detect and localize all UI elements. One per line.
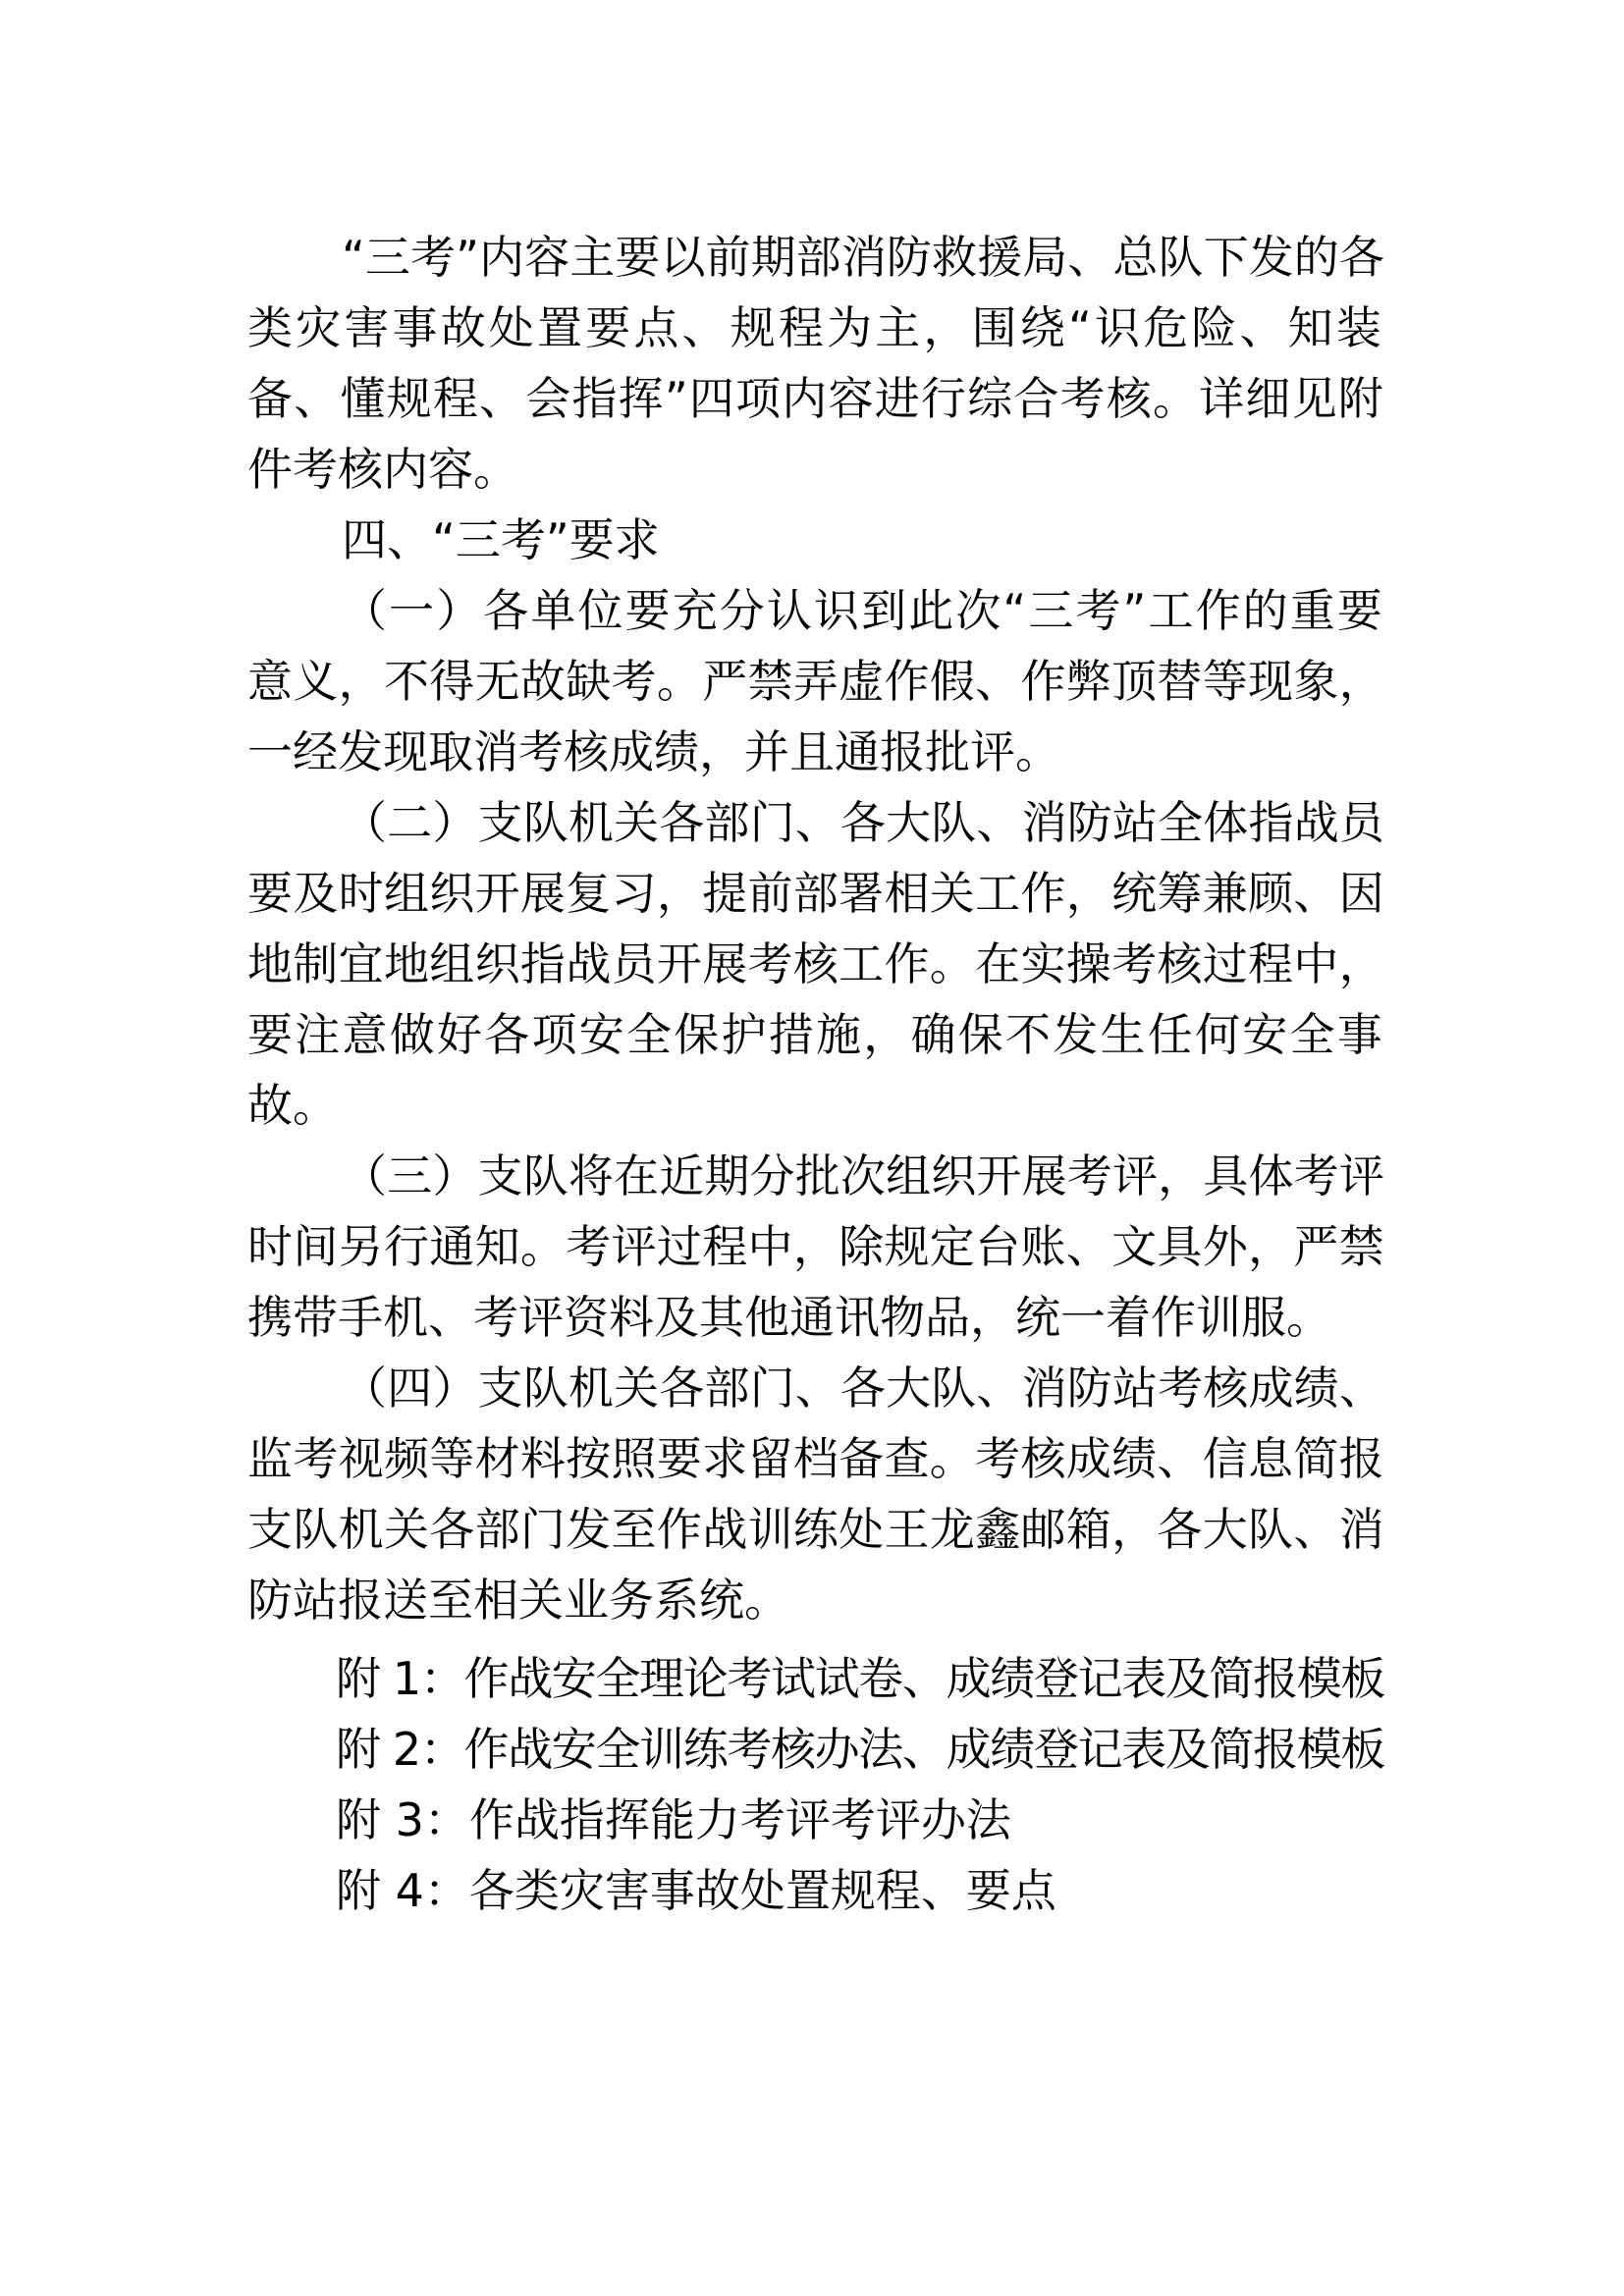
text-line [247, 1141, 1384, 1211]
text-line [247, 717, 1384, 787]
text-line [247, 575, 1384, 646]
attachment-item-text: 附 1：作战安全理论考试试卷、成绩登记表及简报模板 [336, 1652, 1384, 1705]
attachment-item-text: 附 3：作战指挥能力考评考评办法 [336, 1793, 1011, 1846]
text-line [247, 505, 1384, 575]
text-line [247, 1353, 1384, 1423]
text-line [247, 787, 1384, 858]
text-line-text: 类灾害事故处置要点、规程为主，围绕“识危险、知装 [247, 301, 1384, 354]
attachment-item [247, 1714, 1384, 1785]
text-line [247, 999, 1384, 1070]
text-line [247, 646, 1384, 717]
text-line-text: （一）各单位要充分认识到此次“三考”工作的重要 [342, 584, 1384, 637]
text-line-text: 备、懂规程、会指挥”四项内容进行综合考核。详细见附 [247, 372, 1384, 425]
text-line [247, 1494, 1384, 1565]
attachment-item [247, 1855, 1384, 1926]
attachment-item [247, 1785, 1384, 1855]
attachment-item-text: 附 2：作战安全训练考核办法、成绩登记表及简报模板 [336, 1723, 1384, 1776]
text-line [247, 1423, 1384, 1494]
text-line-text: 地制宜地组织指战员开展考核工作。在实操考核过程中， [247, 937, 1384, 990]
text-line-text: 故。 [247, 1079, 338, 1132]
text-line [247, 1211, 1384, 1282]
text-line-text: 携带手机、考评资料及其他通讯物品，统一着作训服。 [247, 1291, 1331, 1344]
text-line-text: 意义，不得无故缺考。严禁弄虚作假、作弊顶替等现象， [247, 655, 1384, 708]
text-line [247, 363, 1384, 434]
text-line-text: （三）支队将在近期分批次组织开展考评，具体考评 [342, 1149, 1384, 1202]
text-line-text: 要及时组织开展复习，提前部署相关工作，统筹兼顾、因 [247, 867, 1384, 920]
text-line [247, 1070, 1384, 1141]
spacer [247, 1635, 1384, 1643]
text-line-text: “三考”内容主要以前期部消防救援局、总队下发的各 [342, 231, 1384, 284]
text-line-text: 四、“三考”要求 [342, 513, 660, 566]
text-line-text: 件考核内容。 [247, 443, 518, 496]
text-line [247, 434, 1384, 505]
text-line-text: （二）支队机关各部门、各大队、消防站全体指战员 [342, 796, 1384, 849]
text-line [247, 1282, 1384, 1353]
text-line-text: 时间另行通知。考评过程中，除规定台账、文具外，严禁 [247, 1220, 1384, 1273]
text-line-text: 要注意做好各项安全保护措施，确保不发生任何安全事 [247, 1008, 1384, 1061]
attachment-item [247, 1643, 1384, 1714]
text-line [247, 222, 1384, 293]
text-line [247, 293, 1384, 363]
text-line [247, 858, 1384, 929]
text-line [247, 1565, 1384, 1635]
text-line [247, 929, 1384, 999]
text-line-text: 监考视频等材料按照要求留档备查。考核成绩、信息简报 [247, 1432, 1384, 1485]
attachment-item-text: 附 4：各类灾害事故处置规程、要点 [336, 1864, 1056, 1917]
document-page [247, 222, 1384, 1926]
text-line-text: 一经发现取消考核成绩，并且通报批评。 [247, 725, 1060, 778]
text-line-text: 防站报送至相关业务系统。 [247, 1574, 789, 1627]
attachment-list [247, 1643, 1384, 1926]
text-line-text: （四）支队机关各部门、各大队、消防站考核成绩、 [342, 1362, 1384, 1415]
text-line-text: 支队机关各部门发至作战训练处王龙鑫邮箱，各大队、消 [247, 1503, 1384, 1556]
document-body [247, 222, 1384, 1635]
